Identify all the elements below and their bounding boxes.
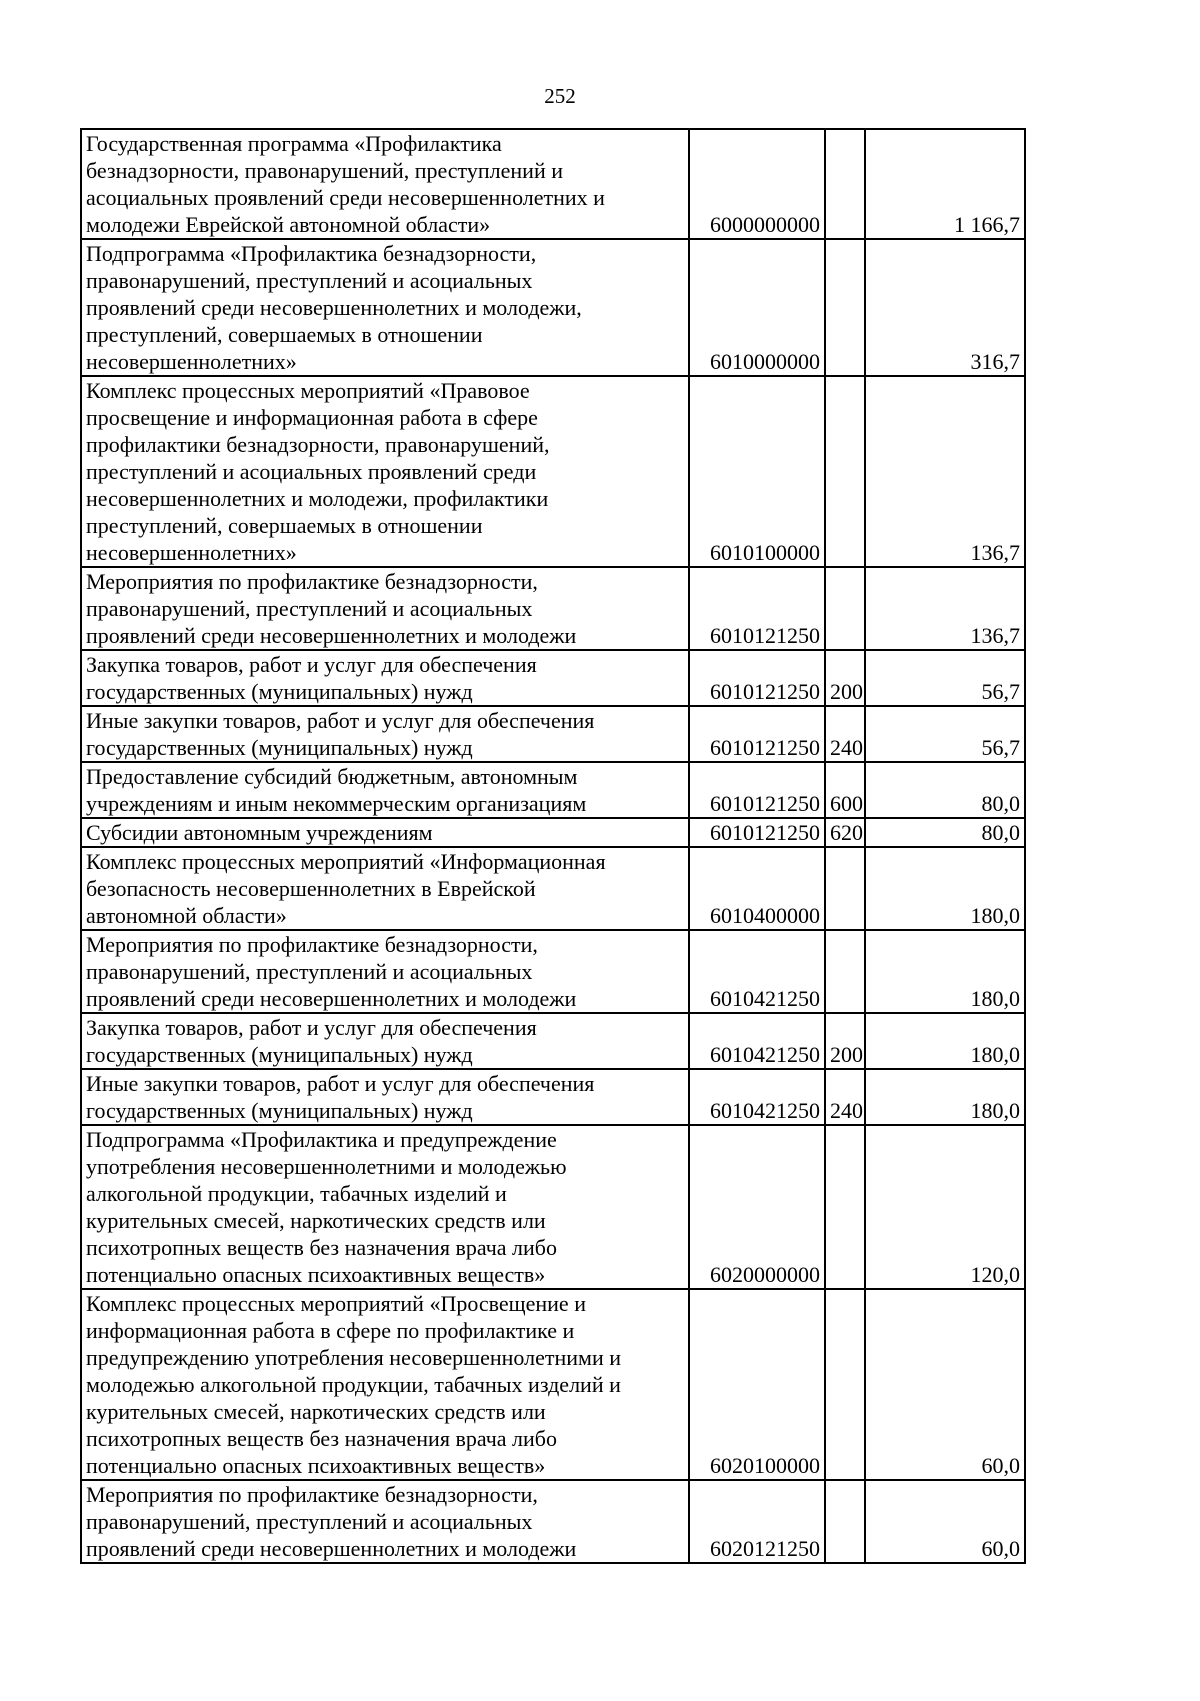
table-row [81, 567, 1025, 650]
amount-cell: 120,0 [865, 1125, 1025, 1289]
amount-cell: 136,7 [865, 567, 1025, 650]
target-code-cell: 6010421250 [689, 930, 825, 1013]
table-row [81, 239, 1025, 376]
target-code-cell: 6010000000 [689, 239, 825, 376]
target-code-cell: 6010421250 [689, 1069, 825, 1125]
expense-type-cell [825, 930, 865, 1013]
target-code-cell: 6010121250 [689, 706, 825, 762]
item-name-cell: Подпрограмма «Профилактика и предупреждение употребления несовершеннолетними и молодежью алкогольной продукции, табачных изделий и курительных смесей, наркотических средств или психотропных веществ без назначения врача либо потенциально опасных психоактивных веществ» [81, 1125, 689, 1289]
expense-type-cell [825, 1125, 865, 1289]
table-row [81, 818, 1025, 847]
item-name-cell: Мероприятия по профилактике безнадзорности, правонарушений, преступлений и асоциальных проявлений среди несовершеннолетних и молодежи [81, 1480, 689, 1563]
item-name-cell: Комплекс процессных мероприятий «Просвещение и информационная работа в сфере по профилактике и предупреждению употребления несовершеннолетними и молодежью алкогольной продукции, табачных изделий и курительных смесей, наркотических средств или психотропных веществ без назначения врача либо потенциально опасных психоактивных веществ» [81, 1289, 689, 1480]
expense-type-cell [825, 376, 865, 567]
table-row [81, 847, 1025, 930]
amount-cell: 80,0 [865, 818, 1025, 847]
target-code-cell: 6020100000 [689, 1289, 825, 1480]
amount-cell: 80,0 [865, 762, 1025, 818]
target-code-cell: 6020000000 [689, 1125, 825, 1289]
table-row [81, 650, 1025, 706]
item-name-cell: Государственная программа «Профилактика безнадзорности, правонарушений, преступлений и асоциальных проявлений среди несовершеннолетних и молодежи Еврейской автономной области» [81, 129, 689, 239]
table-row [81, 376, 1025, 567]
target-code-cell: 6020121250 [689, 1480, 825, 1563]
amount-cell: 60,0 [865, 1289, 1025, 1480]
item-name-cell: Иные закупки товаров, работ и услуг для обеспечения государственных (муниципальных) нужд [81, 706, 689, 762]
expense-type-cell: 200 [825, 650, 865, 706]
target-code-cell: 6010421250 [689, 1013, 825, 1069]
target-code-cell: 6010121250 [689, 818, 825, 847]
expense-type-cell [825, 1480, 865, 1563]
target-code-cell: 6000000000 [689, 129, 825, 239]
expense-type-cell [825, 239, 865, 376]
table-row [81, 129, 1025, 239]
item-name-cell: Комплекс процессных мероприятий «Правовое просвещение и информационная работа в сфере профилактики безнадзорности, правонарушений, преступлений и асоциальных проявлений среди несовершеннолетних и молодежи, профилактики преступлений, совершаемых в отношении несовершеннолетних» [81, 376, 689, 567]
amount-cell: 316,7 [865, 239, 1025, 376]
budget-table-body [81, 129, 1025, 1563]
expense-type-cell: 200 [825, 1013, 865, 1069]
item-name-cell: Подпрограмма «Профилактика безнадзорности, правонарушений, преступлений и асоциальных проявлений среди несовершеннолетних и молодежи, преступлений, совершаемых в отношении несовершеннолетних» [81, 239, 689, 376]
table-row [81, 1289, 1025, 1480]
table-row [81, 1013, 1025, 1069]
expense-type-cell [825, 1289, 865, 1480]
item-name-cell: Мероприятия по профилактике безнадзорности, правонарушений, преступлений и асоциальных проявлений среди несовершеннолетних и молодежи [81, 930, 689, 1013]
amount-cell: 180,0 [865, 1013, 1025, 1069]
table-row [81, 762, 1025, 818]
item-name-cell: Закупка товаров, работ и услуг для обеспечения государственных (муниципальных) нужд [81, 1013, 689, 1069]
amount-cell: 60,0 [865, 1480, 1025, 1563]
expense-type-cell [825, 567, 865, 650]
item-name-cell: Мероприятия по профилактике безнадзорности, правонарушений, преступлений и асоциальных проявлений среди несовершеннолетних и молодежи [81, 567, 689, 650]
item-name-cell: Предоставление субсидий бюджетным, автономным учреждениям и иным некоммерческим организациям [81, 762, 689, 818]
expense-type-cell [825, 129, 865, 239]
table-row [81, 1125, 1025, 1289]
table-row [81, 1069, 1025, 1125]
table-row [81, 706, 1025, 762]
item-name-cell: Закупка товаров, работ и услуг для обеспечения государственных (муниципальных) нужд [81, 650, 689, 706]
item-name-cell: Комплекс процессных мероприятий «Информационная безопасность несовершеннолетних в Еврейской автономной области» [81, 847, 689, 930]
item-name-cell: Иные закупки товаров, работ и услуг для обеспечения государственных (муниципальных) нужд [81, 1069, 689, 1125]
budget-table [80, 128, 1026, 1564]
amount-cell: 56,7 [865, 706, 1025, 762]
target-code-cell: 6010121250 [689, 762, 825, 818]
expense-type-cell: 620 [825, 818, 865, 847]
item-name-cell: Субсидии автономным учреждениям [81, 818, 689, 847]
target-code-cell: 6010100000 [689, 376, 825, 567]
page-number: 252 [544, 84, 576, 108]
target-code-cell: 6010400000 [689, 847, 825, 930]
amount-cell: 56,7 [865, 650, 1025, 706]
target-code-cell: 6010121250 [689, 567, 825, 650]
amount-cell: 180,0 [865, 930, 1025, 1013]
expense-type-cell: 240 [825, 1069, 865, 1125]
target-code-cell: 6010121250 [689, 650, 825, 706]
table-row [81, 1480, 1025, 1563]
amount-cell: 180,0 [865, 847, 1025, 930]
expense-type-cell [825, 847, 865, 930]
amount-cell: 1 166,7 [865, 129, 1025, 239]
table-row [81, 930, 1025, 1013]
expense-type-cell: 600 [825, 762, 865, 818]
expense-type-cell: 240 [825, 706, 865, 762]
amount-cell: 136,7 [865, 376, 1025, 567]
amount-cell: 180,0 [865, 1069, 1025, 1125]
